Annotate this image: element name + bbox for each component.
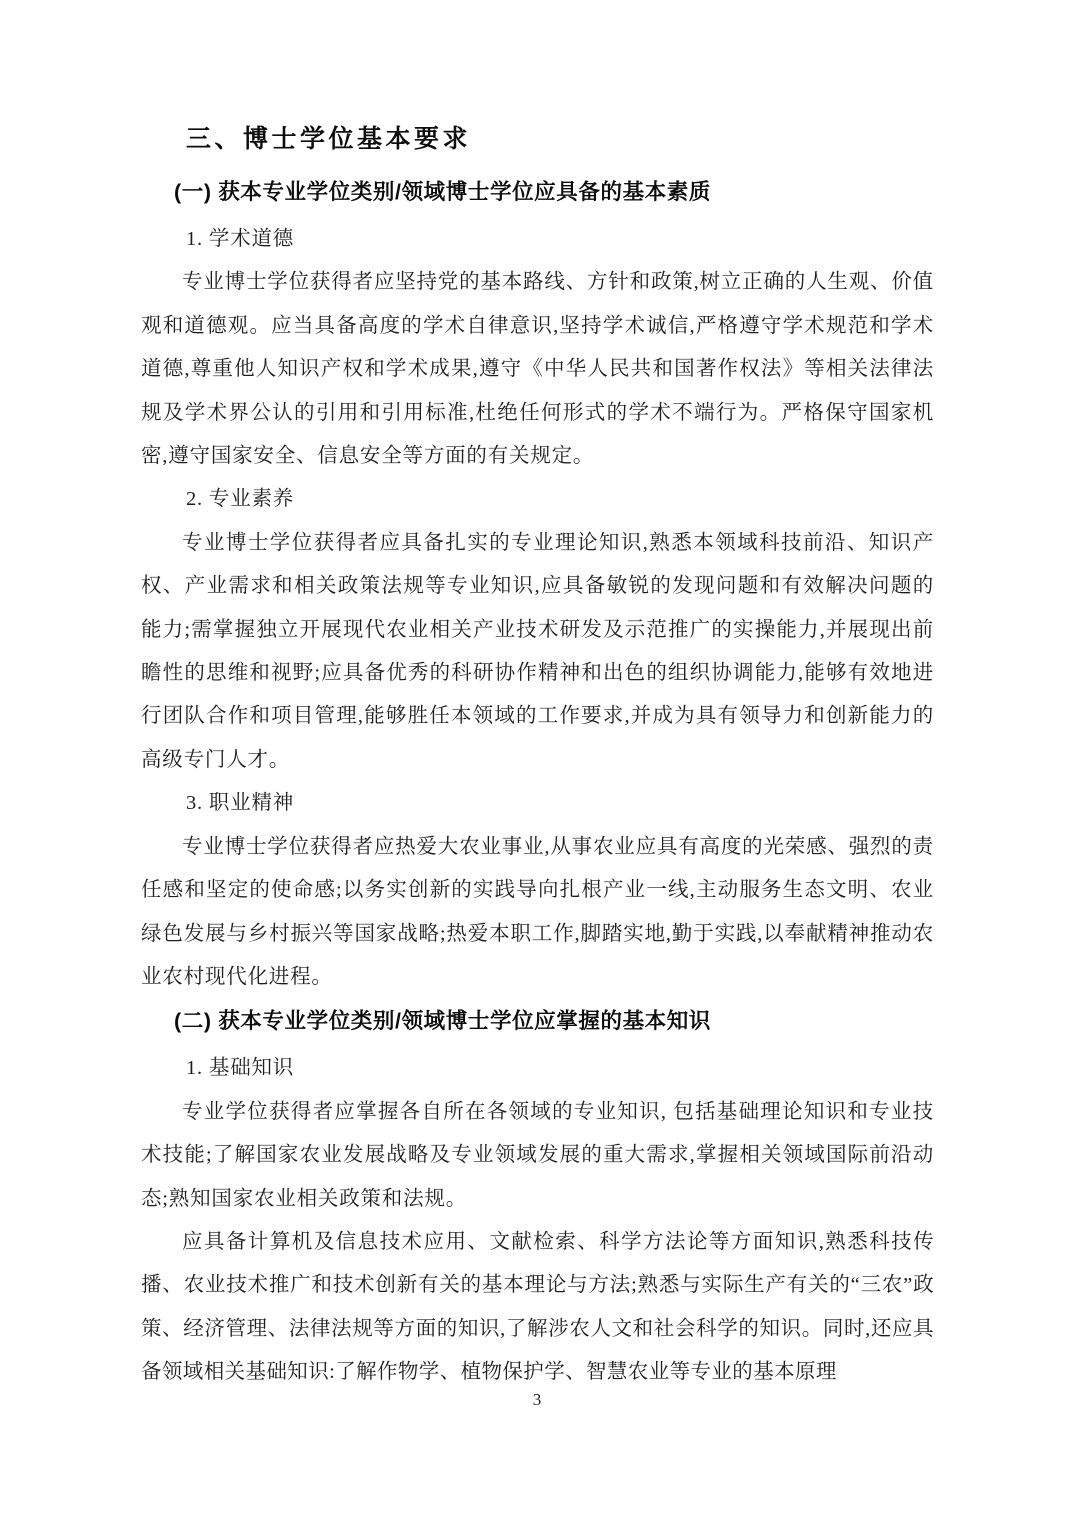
paragraph-basic-knowledge-1: 专业学位获得者应掌握各自所在各领域的专业知识, 包括基础理论知识和专业技术技能;了解国家农业发展战略及专业领域发展的重大需求,掌握相关领域国际前沿动态;熟知国家农业相关政策和法规。 <box>141 1100 934 1210</box>
item-title-professional-spirit: 3. 职业精神 <box>186 792 295 815</box>
section-one-title: (一) 获本专业学位类别/领域博士学位应具备的基本素质 <box>174 180 711 204</box>
item-title-basic-knowledge: 1. 基础知识 <box>186 1057 295 1080</box>
paragraph-basic-knowledge-2: 应具备计算机及信息技术应用、文献检索、科学方法论等方面知识,熟悉科技传播、农业技术推广和技术创新有关的基本理论与方法;熟悉与实际生产有关的“三农”政策、经济管理、法律法规等方面的知识,了解涉农人文和社会科学的知识。同时,还应具备领域相关基础知识:了解作物学、植物保护学、智慧农业等专业的基本原理 <box>141 1230 934 1384</box>
page-content <box>141 118 934 1395</box>
paragraph-professional-quality: 专业博士学位获得者应具备扎实的专业理论知识,熟悉本领域科技前沿、知识产权、产业需求和相关政策法规等专业知识,应具备敏锐的发现问题和有效解决问题的能力;需掌握独立开展现代农业相关产业技术研发及示范推广的实操能力,并展现出前瞻性的思维和视野;应具备优秀的科研协作精神和出色的组织协调能力,能够有效地进行团队合作和项目管理,能够胜任本领域的工作要求,并成为具有领导力和创新能力的高级专门人才。 <box>141 531 934 771</box>
item-title-academic-ethics: 1. 学术道德 <box>186 228 295 250</box>
chapter-heading: 三、博士学位基本要求 <box>186 125 472 153</box>
section-two-title: (二) 获本专业学位类别/领域博士学位应掌握的基本知识 <box>174 1009 711 1034</box>
item-title-professional-quality: 2. 专业素养 <box>186 488 295 511</box>
page-number: 3 <box>532 1390 542 1409</box>
paragraph-professional-spirit: 专业博士学位获得者应热爱大农业事业,从事农业应具有高度的光荣感、强烈的责任感和坚定的使命感;以务实创新的实践导向扎根产业一线,主动服务生态文明、农业绿色发展与乡村振兴等国家战略;热爱本职工作,脚踏实地,勤于实践,以奉献精神推动农业农村现代化进程。 <box>141 835 934 988</box>
paragraph-academic-ethics: 专业博士学位获得者应坚持党的基本路线、方针和政策,树立正确的人生观、价值观和道德观。应当具备高度的学术自律意识,坚持学术诚信,严格遵守学术规范和学术道德,尊重他人知识产权和学术成果,遵守《中华人民共和国著作权法》等相关法律法规及学术界公认的引用和引用标准,杜绝任何形式的学术不端行为。严格保守国家机密,遵守国家安全、信息安全等方面的有关规定。 <box>141 271 934 468</box>
